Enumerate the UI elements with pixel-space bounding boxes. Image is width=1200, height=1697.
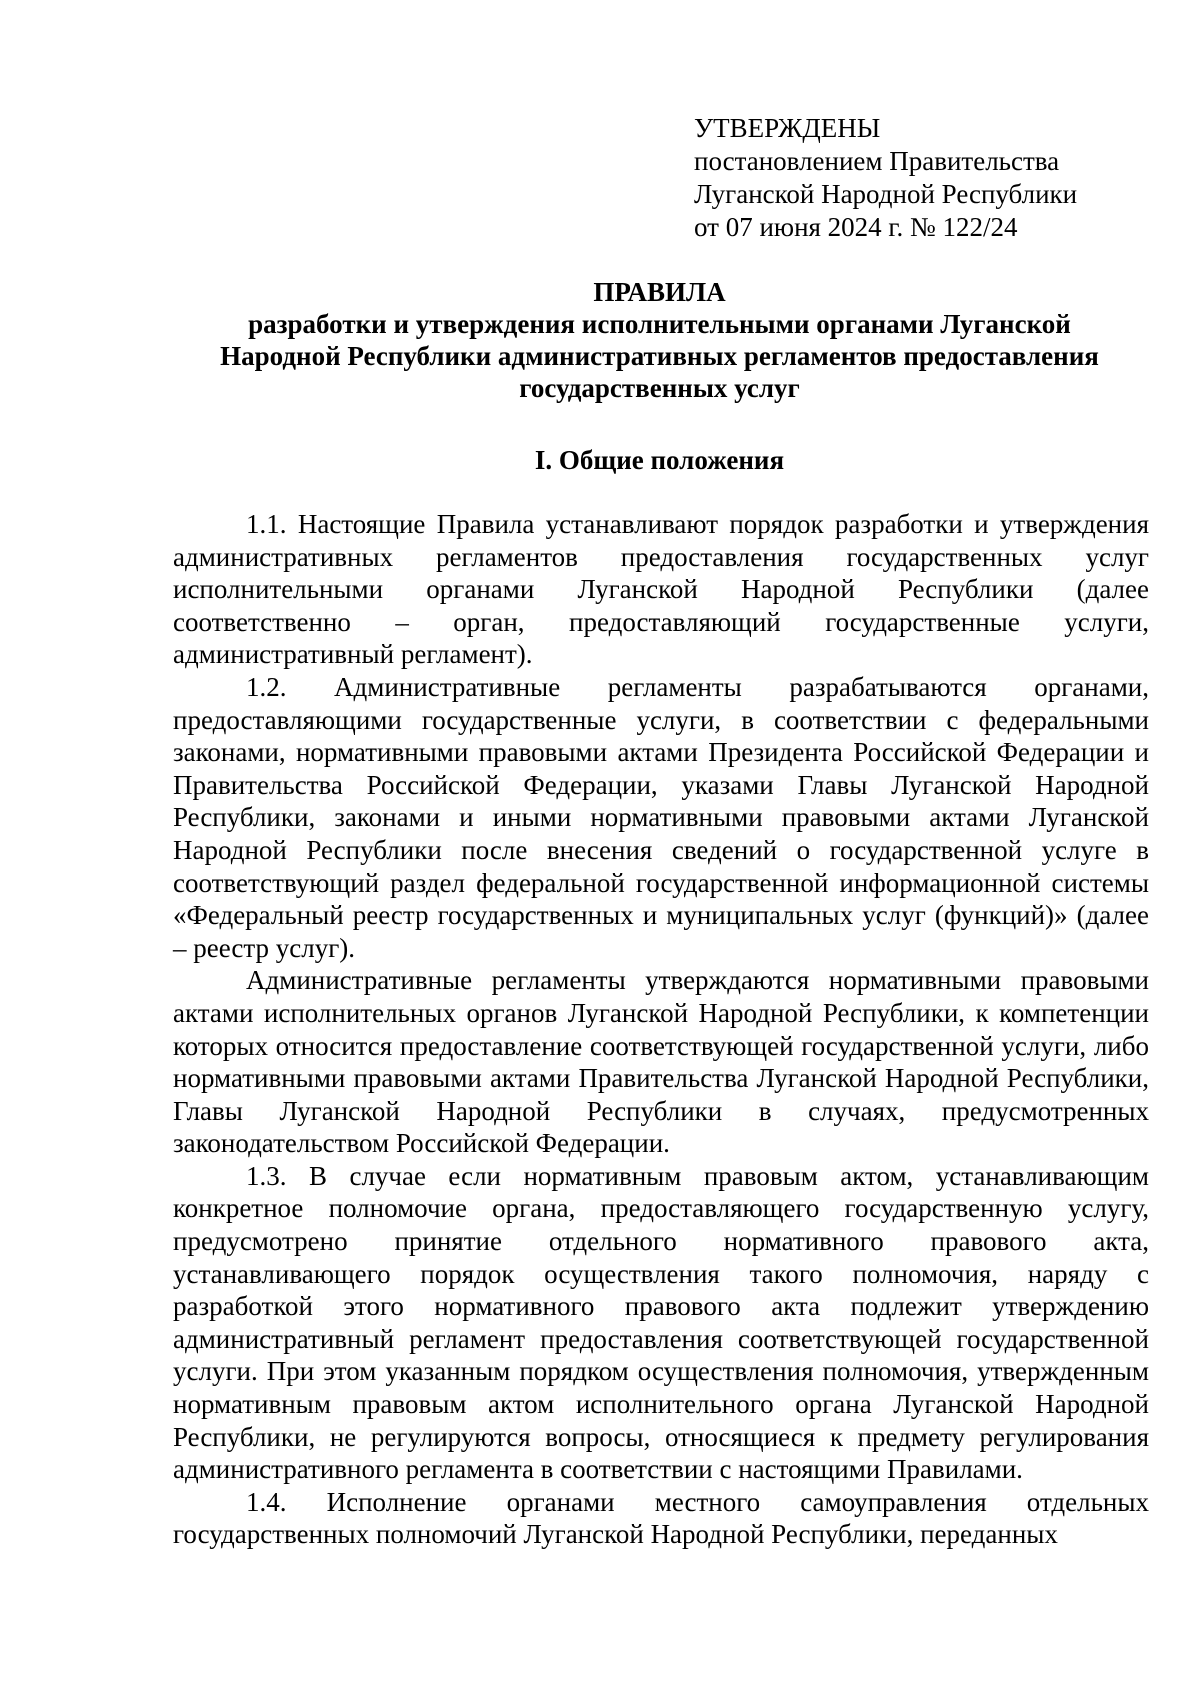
title-heading: ПРАВИЛА [593,277,726,307]
approval-line-date-number: от 07 июня 2024 г. № 122/24 [694,212,1018,242]
approval-line-republic: Луганской Народной Республики [694,179,1078,209]
title-subtitle-line-3: государственных услуг [519,373,800,403]
paragraph-1-1: 1.1. Настоящие Правила устанавливают порядок разработки и утверждения административных регламентов предоставления государственных услуг исполнительными органами Луганской Народной Республики (далее соответственно – орган, предоставляющий государственные услуги, административный регламент). [173,509,1149,670]
approval-stamp [694,112,1077,244]
title-subtitle-line-2: Народной Республики административных регламентов предоставления [220,341,1099,371]
paragraph-1-2: 1.2. Административные регламенты разрабатываются органами, предоставляющими государственные услуги, в соответствии с федеральными законами, нормативными правовыми актами Президента Российской Федерации и Правительства Российской Федерации, указами Главы Луганской Народной Республики, законами и иными нормативными правовыми актами Луганской Народной Республики после внесения сведений о государственной услуге в соответствующий раздел федеральной государственной информационной системы «Федеральный реестр государственных и муниципальных услуг (функций)» (далее – реестр услуг). [173,671,1149,963]
document-title [170,276,1149,404]
approval-line-approved: УТВЕРЖДЕНЫ [694,113,881,143]
approval-line-resolution: постановлением Правительства [694,146,1060,176]
section-heading: I. Общие положения [534,445,785,475]
paragraph-1-4: 1.4. Исполнение органами местного самоуправления отдельных государственных полномочий Луганской Народной Республики, переданных [173,1486,1149,1550]
title-subtitle-line-1: разработки и утверждения исполнительными органами Луганской [248,309,1071,339]
paragraph-1-3: 1.3. В случае если нормативным правовым актом, устанавливающим конкретное полномочие органа, предоставляющего государственную услугу, предусмотрено принятие отдельного нормативного правового акта, устанавливающего порядок осуществления такого полномочия, наряду с разработкой этого нормативного правового акта подлежит утверждению административный регламент предоставления соответствующей государственной услуги. При этом указанным порядком осуществления полномочия, утвержденным нормативным правовым актом исполнительного органа Луганской Народной Республики, не регулируются вопросы, относящиеся к предмету регулирования административного регламента в соответствии с настоящими Правилами. [173,1160,1149,1485]
paragraph-1-2-continued: Административные регламенты утверждаются нормативными правовыми актами исполнительных органов Луганской Народной Республики, к компетенции которых относится предоставление соответствующей государственной услуги, либо нормативными правовыми актами Правительства Луганской Народной Республики, Главы Луганской Народной Республики в случаях, предусмотренных законодательством Российской Федерации. [173,965,1149,1159]
document-body [173,508,1149,1551]
